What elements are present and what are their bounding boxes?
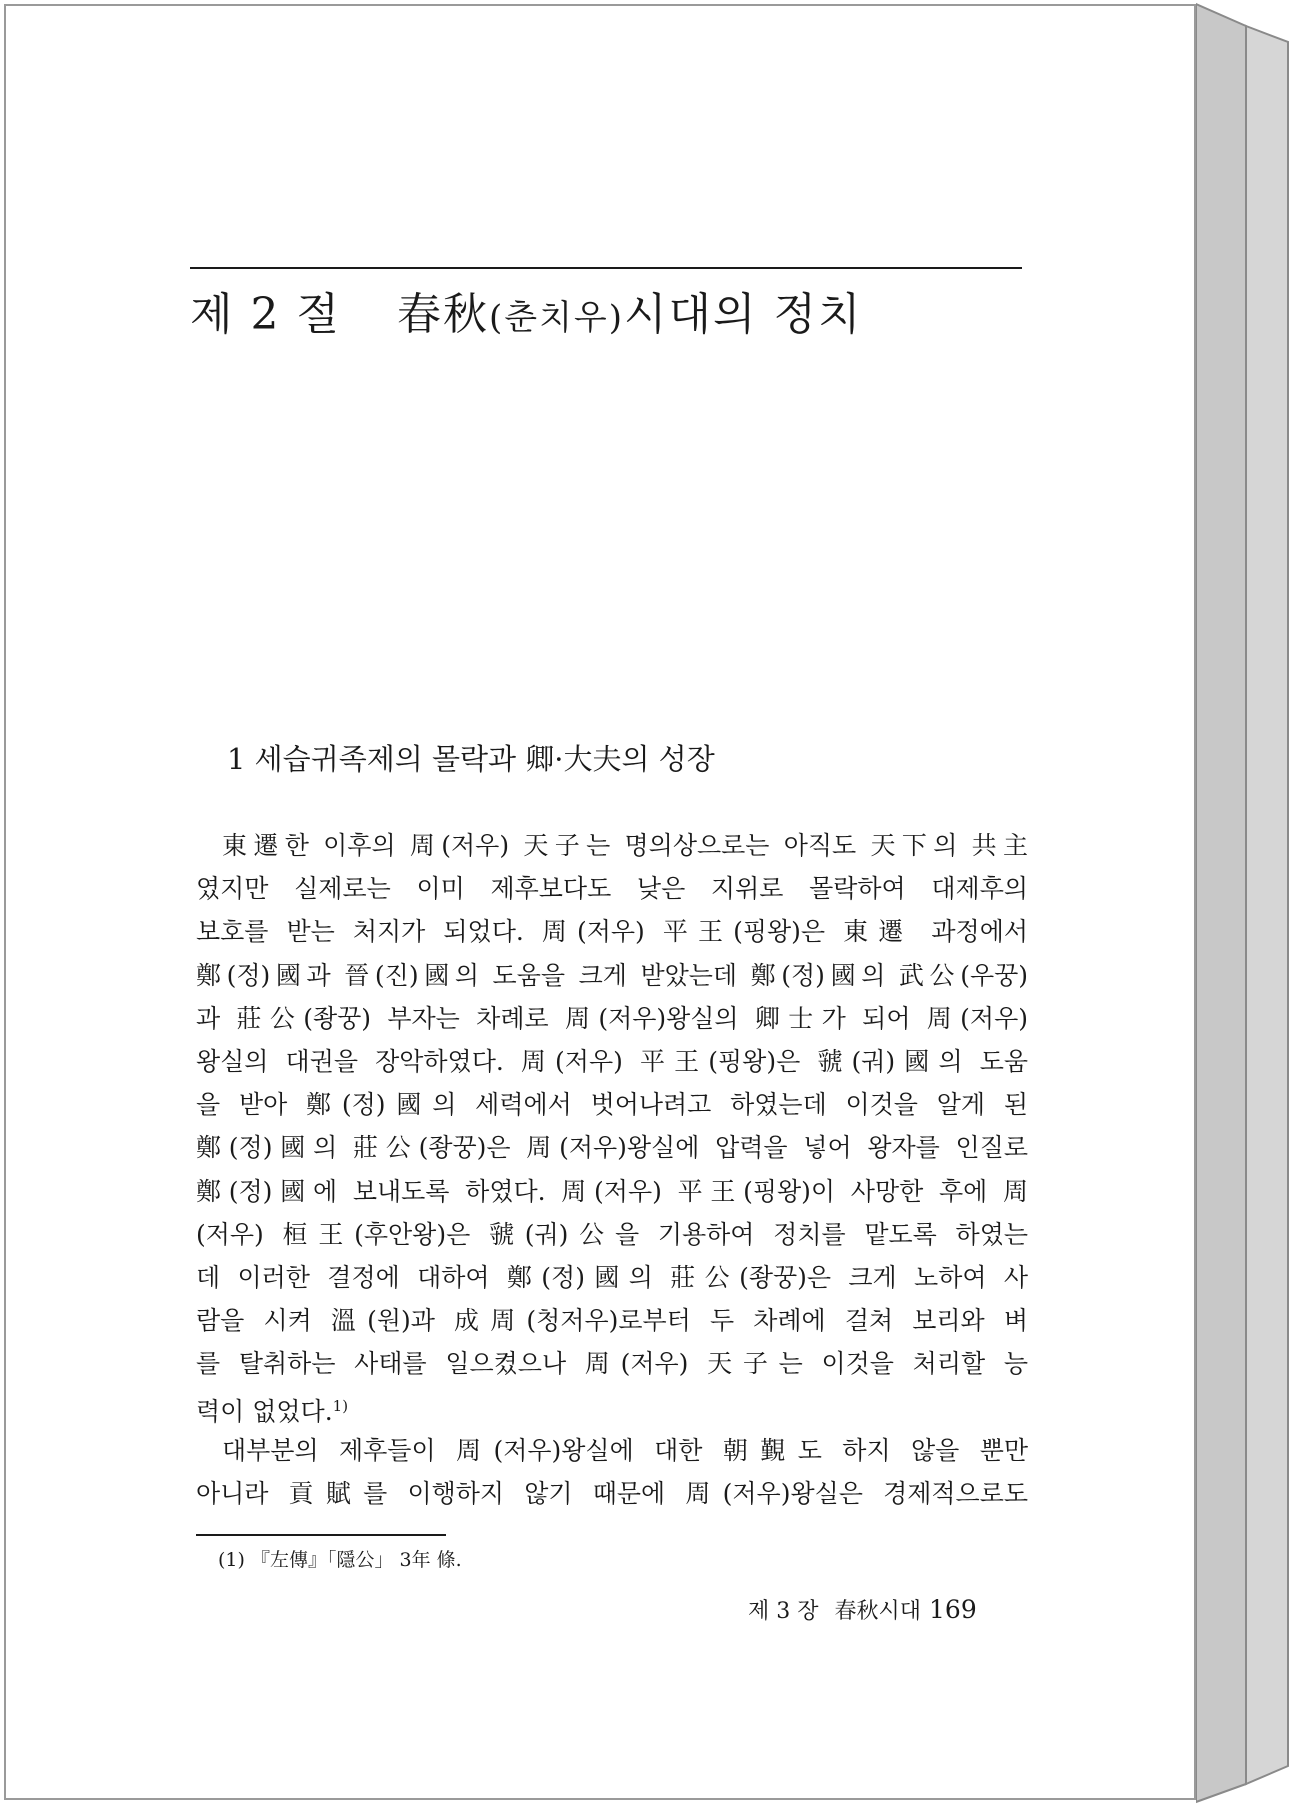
chapter-title-rest: 시대의 정치 bbox=[624, 289, 863, 340]
footnote-marker: 1) bbox=[332, 1397, 349, 1416]
footer-chapter: 제 3 장 bbox=[748, 1599, 819, 1624]
chapter-title bbox=[190, 278, 863, 342]
body-last-text: 력이 없었다. bbox=[196, 1397, 333, 1427]
body-line: (저우) 桓王(후안왕)은 虢(궈)公을 기용하여 정치를 맡도록 하였는 bbox=[196, 1219, 1028, 1249]
body-line: 보호를 받는 처지가 되었다. 周(저우) 平王(핑왕)은 東遷 과정에서 bbox=[196, 917, 1028, 947]
footnote-rule bbox=[196, 1534, 446, 1536]
chapter-section-number: 제 2 절 bbox=[190, 289, 341, 340]
body-line: 東遷한 이후의 周(저우) 天子는 명의상으로는 아직도 天下의 共主 bbox=[222, 831, 1028, 860]
chapter-title-main: 春秋 bbox=[396, 289, 489, 340]
body-text bbox=[196, 824, 1028, 1515]
body-line: 였지만 실제로는 이미 제후보다도 낮은 지위로 몰락하여 대제후의 bbox=[196, 874, 1028, 904]
footnote: (1) 『左傳』「隱公」 3年 條. bbox=[218, 1549, 462, 1571]
body-line: 을 받아 鄭(정)國의 세력에서 벗어나려고 하였는데 이것을 알게 된 bbox=[196, 1090, 1028, 1120]
body-line-last bbox=[196, 1385, 1028, 1428]
running-footer bbox=[748, 1594, 977, 1625]
body-line: 데 이러한 결정에 대하여 鄭(정)國의 莊公(좡꿍)은 크게 노하여 사 bbox=[196, 1262, 1028, 1292]
section-heading: 1 세습귀족제의 몰락과 卿·大夫의 성장 bbox=[227, 742, 715, 776]
body-line: 아니라 貢賦를 이행하지 않기 때문에 周(저우)왕실은 경제적으로도 bbox=[196, 1478, 1028, 1508]
chapter-title-rule bbox=[190, 267, 1022, 269]
body-line: 鄭(정)國의 莊公(좡꿍)은 周(저우)왕실에 압력을 넣어 왕자를 인질로 bbox=[196, 1133, 1028, 1163]
body-line: 鄭(정)國과 晉(진)國의 도움을 크게 받았는데 鄭(정)國의 武公(우꿍) bbox=[196, 960, 1028, 990]
body-line: 대부분의 제후들이 周(저우)왕실에 대한 朝覲도 하지 않을 뿐만 bbox=[222, 1435, 1028, 1465]
body-line: 람을 시켜 溫(원)과 成周(청저우)로부터 두 차례에 걸쳐 보리와 벼 bbox=[196, 1306, 1028, 1336]
footer-title: 春秋시대 bbox=[834, 1599, 922, 1624]
book-spine bbox=[1196, 0, 1294, 1806]
body-line: 왕실의 대권을 장악하였다. 周(저우) 平王(핑왕)은 虢(궈)國의 도움 bbox=[196, 1046, 1028, 1076]
body-line: 鄭(정)國에 보내도록 하였다. 周(저우) 平王(핑왕)이 사망한 후에 周 bbox=[196, 1176, 1028, 1206]
chapter-title-reading: (춘치우) bbox=[488, 298, 625, 338]
body-line: 를 탈취하는 사태를 일으켰으나 周(저우) 天子는 이것을 처리할 능 bbox=[196, 1349, 1028, 1379]
body-line: 과 莊公(좡꿍) 부자는 차례로 周(저우)왕실의 卿士가 되어 周(저우) bbox=[196, 1003, 1028, 1033]
page-number: 169 bbox=[929, 1595, 977, 1624]
